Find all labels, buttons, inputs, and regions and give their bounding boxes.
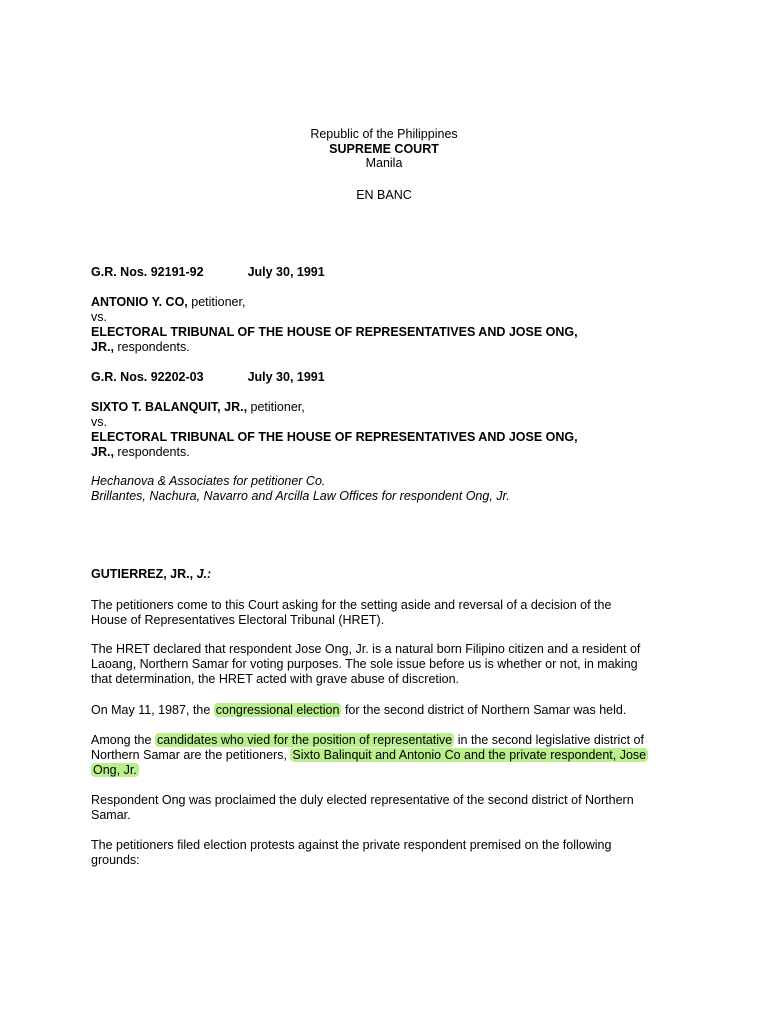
versus: vs.	[91, 310, 107, 324]
gr-number: G.R. Nos. 92202-03	[91, 370, 204, 384]
counsel-petitioner: Hechanova & Associates for petitioner Co.	[91, 474, 326, 488]
versus: vs.	[91, 415, 107, 429]
gr-number: G.R. Nos. 92191-92	[91, 265, 204, 279]
petitioner-name: SIXTO T. BALANQUIT, JR.,	[91, 400, 248, 414]
case-caption-1	[91, 265, 691, 355]
paragraph-4	[91, 733, 691, 778]
paragraph-line: House of Representatives Electoral Tribunal (HRET).	[91, 613, 385, 627]
petitioner-line	[91, 400, 691, 415]
paragraph-3	[91, 703, 691, 718]
petitioner-role: petitioner,	[247, 400, 305, 414]
case-date: July 30, 1991	[247, 265, 325, 279]
paragraph-line: The HRET declared that respondent Jose Ong, Jr. is a natural born Filipino citizen and a resident of	[91, 642, 641, 656]
paragraph-line	[91, 763, 691, 778]
respondent-line	[91, 445, 691, 460]
respondent-role: respondents.	[113, 445, 190, 459]
respondent-role: respondents.	[113, 340, 190, 354]
court-header	[0, 127, 768, 171]
counsel-block	[91, 474, 691, 504]
paragraph-line: Samar.	[91, 808, 131, 822]
paragraph-line: Respondent Ong was proclaimed the duly elected representative of the second district of Northern	[91, 793, 634, 807]
paragraph-6	[91, 838, 691, 868]
respondent-name-line: ELECTORAL TRIBUNAL OF THE HOUSE OF REPRESENTATIVES AND JOSE ONG,	[91, 430, 578, 444]
respondent-name-end: JR.,	[91, 340, 114, 354]
highlight[interactable]: congressional election	[215, 703, 340, 717]
highlight[interactable]: candidates who vied for the position of representative	[156, 733, 453, 747]
petitioner-role: petitioner,	[187, 295, 246, 309]
case-number-line	[91, 265, 691, 280]
paragraph-line	[91, 733, 691, 748]
paragraph-line: The petitioners filed election protests against the private respondent premised on the following	[91, 838, 612, 852]
text-run: On May 11, 1987, the	[91, 703, 214, 717]
paragraph-2	[91, 642, 691, 687]
court-city: Manila	[365, 156, 403, 170]
respondent-name-line: ELECTORAL TRIBUNAL OF THE HOUSE OF REPRESENTATIVES AND JOSE ONG,	[91, 325, 578, 339]
ponente-title: J.:	[196, 567, 212, 581]
petitioner-line	[91, 295, 691, 310]
highlight[interactable]: Sixto Balinquit and Antonio Co and the private respondent, Jose	[292, 748, 647, 762]
text-run: for the second district of Northern Samar was held.	[341, 703, 627, 717]
case-date: July 30, 1991	[247, 370, 325, 384]
paragraph-line	[91, 748, 691, 763]
division-label: EN BANC	[356, 188, 412, 202]
text-run: Northern Samar are the petitioners,	[91, 748, 291, 762]
republic-line: Republic of the Philippines	[310, 127, 458, 141]
paragraph-line	[91, 703, 691, 718]
text-run: Among the	[91, 733, 155, 747]
paragraph-1	[91, 598, 691, 628]
text-run: in the second legislative district of	[454, 733, 644, 747]
paragraph-line: Laoang, Northern Samar for voting purposes. The sole issue before us is whether or not, in making	[91, 657, 638, 671]
paragraph-line: grounds:	[91, 853, 140, 867]
respondent-line	[91, 340, 691, 355]
paragraph-5	[91, 793, 691, 823]
paragraph-line: The petitioners come to this Court asking for the setting aside and reversal of a decision of the	[91, 598, 612, 612]
ponente-name: GUTIERREZ, JR.,	[91, 567, 197, 581]
case-number-line	[91, 370, 691, 385]
respondent-name-end: JR.,	[91, 445, 114, 459]
highlight[interactable]: Ong, Jr.	[93, 763, 137, 777]
case-caption-2	[91, 370, 691, 460]
court-name: SUPREME COURT	[329, 141, 439, 156]
counsel-respondent: Brillantes, Nachura, Navarro and Arcilla Law Offices for respondent Ong, Jr.	[91, 489, 510, 503]
paragraph-line: that determination, the HRET acted with grave abuse of discretion.	[91, 672, 460, 686]
petitioner-name: ANTONIO Y. CO,	[91, 295, 188, 309]
ponente	[91, 567, 691, 582]
